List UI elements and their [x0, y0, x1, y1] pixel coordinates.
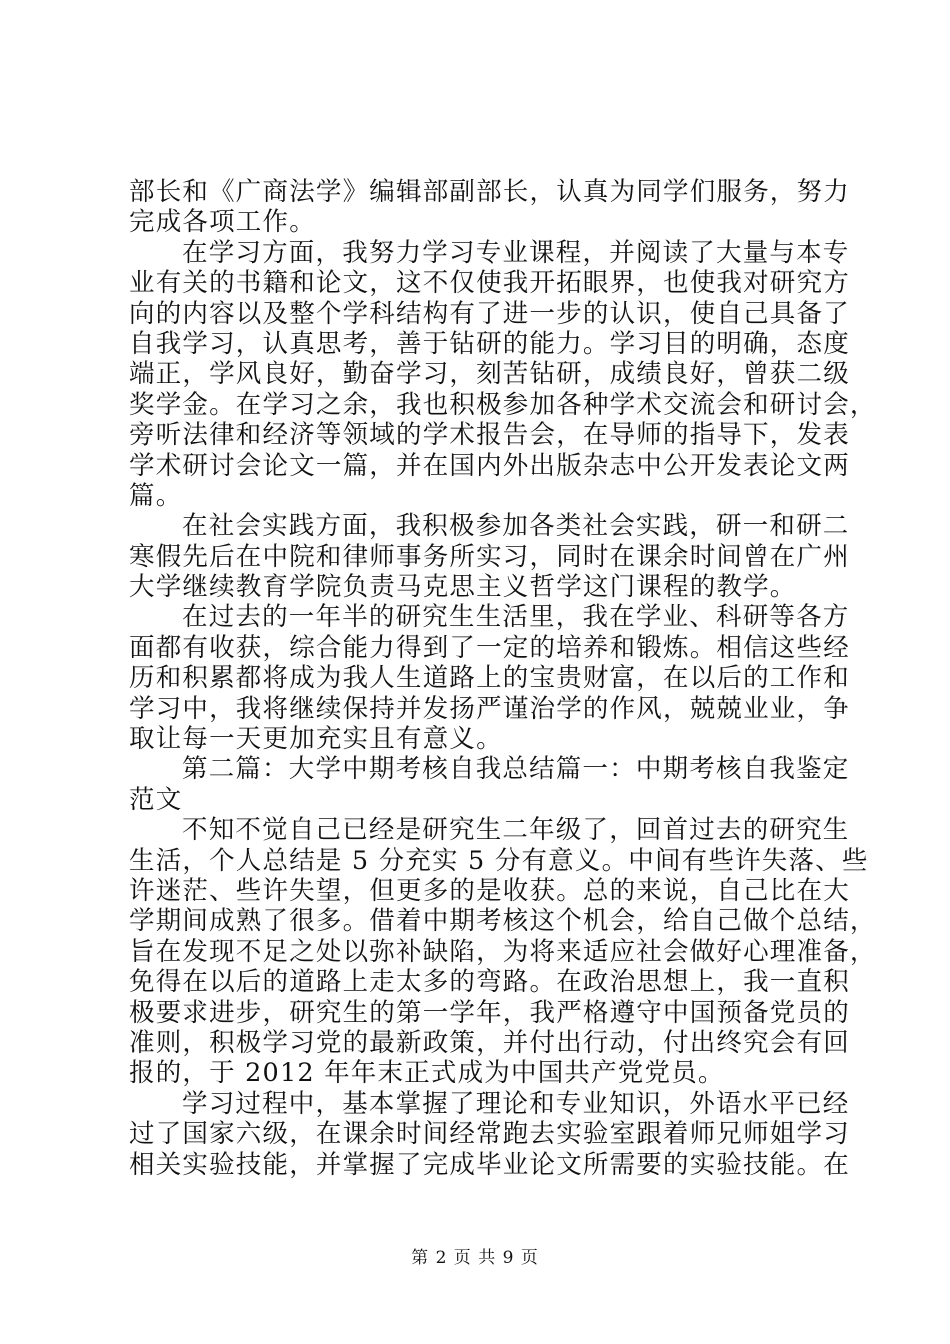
text-line: 取让每一天更加充实且有意义。 [129, 724, 503, 755]
text-line: 在过去的一年半的研究生生活里，我在学业、科研等各方 [182, 602, 850, 633]
text-line: 完成各项工作。 [129, 207, 316, 238]
text-line: 许迷茫、些许失望，但更多的是收获。总的来说，自己比在大 [129, 875, 850, 906]
text-line: 历和积累都将成为我人生道路上的宝贵财富，在以后的工作和 [129, 663, 850, 694]
text-line: 旁听法律和经济等领域的学术报告会，在导师的指导下，发表 [129, 420, 850, 451]
text-line: 学习中，我将继续保持并发扬严谨治学的作风，兢兢业业，争 [129, 693, 850, 724]
text-line: 在社会实践方面，我积极参加各类社会实践，研一和研二 [182, 511, 850, 542]
text-line: 生活，个人总结是 5 分充实 5 分有意义。中间有些许失落、些 [129, 845, 869, 876]
text-line: 过了国家六级，在课余时间经常跑去实验室跟着师兄师姐学习 [129, 1119, 850, 1150]
text-line: 大学继续教育学院负责马克思主义哲学这门课程的教学。 [129, 572, 797, 603]
text-line: 学期间成熟了很多。借着中期考核这个机会，给自己做个总结， [129, 906, 877, 937]
text-line: 旨在发现不足之处以弥补缺陷，为将来适应社会做好心理准备， [129, 936, 877, 967]
text-line: 学术研讨会论文一篇，并在国内外出版杂志中公开发表论文两 [129, 450, 850, 481]
text-line: 准则，积极学习党的最新政策，并付出行动，付出终究会有回 [129, 1027, 850, 1058]
text-line: 第二篇：大学中期考核自我总结篇一：中期考核自我鉴定 [182, 754, 850, 785]
text-line: 相关实验技能，并掌握了完成毕业论文所需要的实验技能。在 [129, 1149, 850, 1180]
body-text [129, 177, 877, 1180]
page-footer: 第 2 页 共 9 页 [411, 1248, 539, 1268]
text-line: 极要求进步，研究生的第一学年，我严格遵守中国预备党员的 [129, 997, 850, 1028]
text-line: 向的内容以及整个学科结构有了进一步的认识，使自己具备了 [129, 298, 850, 329]
text-line: 不知不觉自己已经是研究生二年级了，回首过去的研究生 [182, 815, 850, 846]
text-line: 端正，学风良好，勤奋学习，刻苦钻研，成绩良好，曾获二级 [129, 359, 850, 390]
text-line: 寒假先后在中院和律师事务所实习，同时在课余时间曾在广州 [129, 541, 850, 572]
text-line: 部长和《广商法学》编辑部副部长，认真为同学们服务，努力 [129, 177, 850, 207]
text-line: 范文 [129, 784, 183, 815]
text-line: 奖学金。在学习之余，我也积极参加各种学术交流会和研讨会， [129, 389, 877, 420]
text-line: 面都有收获，综合能力得到了一定的培养和锻炼。相信这些经 [129, 632, 850, 663]
text-line: 报的，于 2012 年年末正式成为中国共产党党员。 [129, 1058, 725, 1089]
text-line: 免得在以后的道路上走太多的弯路。在政治思想上，我一直积 [129, 967, 850, 998]
text-line: 在学习方面，我努力学习专业课程，并阅读了大量与本专 [182, 237, 850, 268]
text-line: 学习过程中，基本掌握了理论和专业知识，外语水平已经 [182, 1088, 850, 1119]
text-line: 篇。 [129, 480, 183, 511]
text-line: 业有关的书籍和论文，这不仅使我开拓眼界，也使我对研究方 [129, 268, 850, 299]
text-line: 自我学习，认真思考，善于钻研的能力。学习目的明确，态度 [129, 328, 850, 359]
